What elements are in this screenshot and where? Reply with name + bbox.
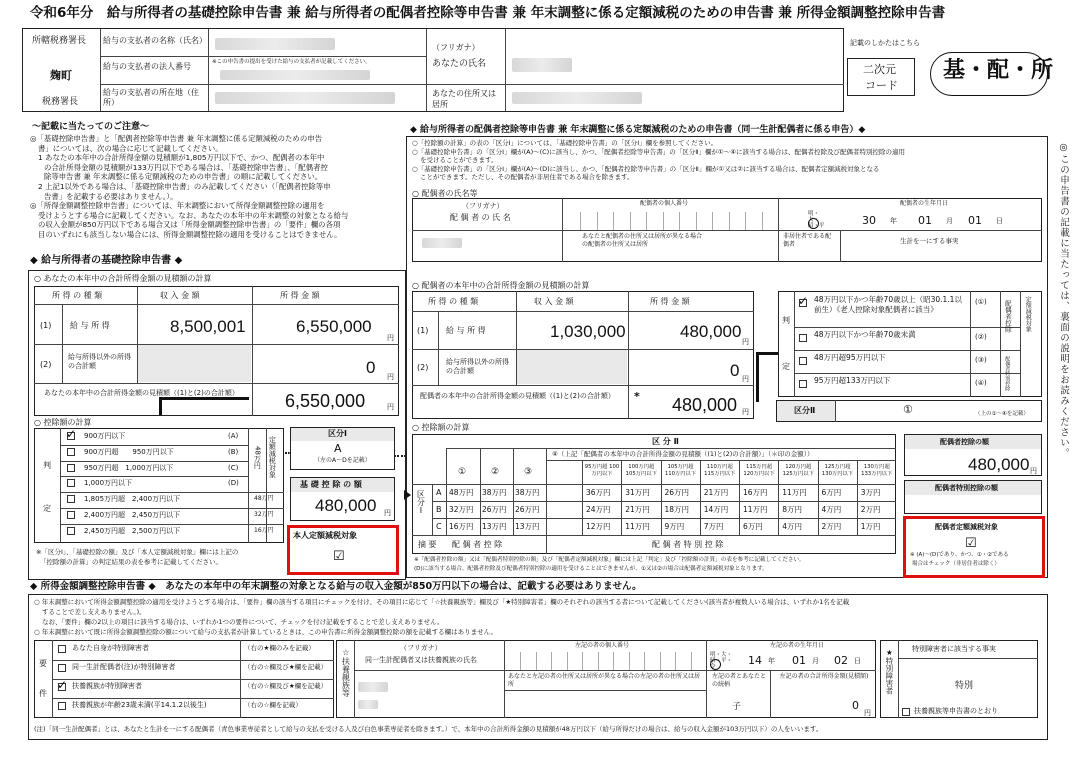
calc-cell: 31万円 [625,488,650,497]
basic-range-checkbox[interactable] [67,479,75,487]
tax-office-name: 麹町 [50,69,72,82]
req-text: あなた自身が特別障害者 [72,644,149,652]
basic-deduction-title: ○ 控除額の計算 [34,418,92,427]
req-note: （右の☆欄を記載） [244,701,302,709]
calc-cell: 14万円 [703,505,729,514]
your-address-field[interactable] [512,92,642,104]
spouse-judge-checkbox[interactable] [799,334,807,342]
spouse-foot-1: ※「配偶者控除の額」又は「配偶者特別控除の額」及び「配偶者定額減税対象」欄には上記「判定」及び「控除額の計算」の表を参考に記載してください。 [414,557,805,563]
spouse-judge-code: (④) [975,379,987,387]
calc-cell: 3万円 [860,488,881,497]
dependent-name-label: 同一生計配偶者又は扶養親族の氏名 [365,656,477,664]
notes-heading: 〜記載に当たってのご注意〜 [32,122,150,132]
basic-range-amount: 48万円 [254,495,274,503]
your-name-label: あなたの氏名 [432,59,487,69]
calc-subheader: ④（上記「配偶者の本年中の合計所得金額の見積額（(1)と(2)の合計額）」（＊印の金額）） [552,450,814,458]
spouse-row2-amount[interactable]: 0 [730,361,740,380]
calc-cell: 2万円 [821,522,842,531]
number-grid-cell [567,652,568,670]
number-grid-cell [663,212,664,230]
basic-range-code: (D) [228,479,239,488]
spouse-judge-text: 48万円超95万円以下 [814,353,886,362]
basic-range-amount: 16万円 [254,526,274,534]
spouse-heading: ◆ 給与所得者の配偶者控除等申告書 兼 年末調整に係る定額減税のための申告書（同一生計配偶者に係る申告）◆ [410,125,866,135]
req-text: 扶養親族が特別障害者 [72,682,142,690]
basic-footnote-1: ※「区分Ⅰ」、「基礎控除の額」及び「本人定額減税対象」欄には上記の [36,548,239,556]
req-note: （右の☆欄及び★欄を記載） [244,663,328,671]
basic-range-checkbox[interactable] [67,495,75,503]
number-grid-cell [675,652,676,670]
side-note: ◎この申告書の記載に当たっては、裏面の説明をお読みください。 [1057,142,1069,459]
spouse-birth-year[interactable]: 30 [862,214,876,227]
basic-row2-label: 給与所得以外の所得の合計額 [68,353,131,371]
number-grid-cell [729,212,730,230]
qr-label-1: 二次元 [863,63,896,76]
number-grid-cell [691,652,692,670]
self-target-checkbox[interactable]: ☑ [333,549,345,564]
spouse-name-field[interactable] [422,238,462,248]
calc-cell: 7万円 [703,522,724,531]
spouse-judge-code: (①) [975,298,987,306]
calc-cell: 21万円 [703,488,729,497]
spouse-judge-checked-mark: ✓ [798,294,809,308]
adjust-heading: ◆ 所得金額調整控除申告書 ◆ あなたの本年中の年末調整の対象となる給与の収入金額が850万円以下の場合は、記載する必要はありません。 [30,581,642,592]
basic-range-text: 950万円超 1,000万円以下 [84,463,174,472]
basic-col-income: 収 入 金 額 [160,291,200,300]
calc-cell: 1万円 [860,522,881,531]
spouse-judge-code: (③) [975,356,987,364]
number-grid-cell [598,652,599,670]
basic-total-amount[interactable]: 6,550,000 [285,391,366,411]
basic-range-checkbox[interactable] [67,448,75,456]
number-grid-cell [696,212,697,230]
kubun1-value[interactable]: A [334,442,342,455]
spouse-target-title: 配偶者定額減税対象 [935,523,998,531]
number-grid-cell [679,212,680,230]
basic-row1-label: 給 与 所 得 [70,321,110,330]
number-grid-cell [580,212,581,230]
spouse-judge-text: 48万円以下かつ年齢70歳以上（昭30.1.1以前生）《老人控除対象配偶者に該当》 [814,295,962,315]
number-grid-cell [536,652,537,670]
calc-cell: 9万円 [664,522,685,531]
calc-range-head: 110万円超 115万円以下 [704,464,736,477]
calc-summary-spouse: 配 偶 者 控 除 [452,540,503,549]
calc-cell: 26万円 [515,505,540,514]
basic-range-code: (B) [228,447,239,456]
calc-header: 区 分 Ⅱ [652,437,679,446]
spouse-name-label: 配 偶 者 の 氏 名 [450,213,511,222]
notes-body: ◎「基礎控除申告書」と「配偶者控除等申告書 兼 年末調整に係る定額減税のための申告 書」については、次の場合に応じて記載してください。 1 あなたの本年中の合計所得金額の見積額が1,805万円以下で、かつ、配偶者の本年中 の合計所得金額の見積額が133万円以下である場合は、「基礎控除申告書」、「配偶者控 除等申告書 兼 年末調整に係る定額減税のための申告書」の順に記載してください。 2 上記1以外である場合は、「基礎控除申告書」のみ記載してください（「配偶者控除等申 告書」を記載する必要はありません。）。 ◎「所得金額調整控除申告書」については、年末調整において所得金額調整控除の適用を 受けようとする場合に記載してください。なお、あなたの本年中の年末調整の対象となる給与 の収入金額が850万円以下である場合又は「所得金額調整控除申告書」の「要件」欄の各項 目のいずれにも該当しない場合には、所得金額調整控除の適用を受けることはできません。 [30,134,349,239]
spouse-total-amount[interactable]: 480,000 [672,395,738,415]
basic-range-text: 900万円超 950万円以下 [84,447,174,456]
basic-row1-no: (1) [40,321,52,330]
spouse-name-title: ○ 配偶者の氏名等 [412,189,478,198]
form-title: 令和6年分 給与所得者の基礎控除申告書 兼 給与所得者の配偶者控除等申告書 兼 年末調整に係る定額減税のための申告書 兼 所得金額調整控除申告書 [30,5,946,21]
calc-cell: 18万円 [664,505,690,514]
calc-range-head: 120万円超 125万円以下 [782,464,814,477]
req-note: （右の★欄のみを記載） [244,644,315,652]
calc-cell: 11万円 [743,505,768,514]
calc-row-key: B [436,505,442,514]
payer-address-field[interactable] [215,92,395,104]
calc-summary-label: 摘 要 [418,540,437,549]
number-grid-cell [582,652,583,670]
number-grid-cell [629,652,630,670]
spouse-era: 明・大・昭・平 [808,211,825,230]
basic-row2-amount[interactable]: 0 [366,358,376,377]
payer-name-label: 給与の支払者の名称（氏名） [103,36,207,45]
basic-range-code: (A) [228,432,239,440]
number-grid-cell [745,212,746,230]
basic-col-type: 所 得 の 種 類 [52,291,103,300]
spouse-number-label: 配偶者の個人番号 [640,200,689,207]
req-text: 同一生計配偶者(注)が特別障害者 [72,663,176,671]
special-disabled-label: ★特別障害者 [884,648,894,695]
calc-range-head: 125万円超 130万円以下 [821,464,854,477]
calc-col-head: ① [458,467,467,477]
kubun1-note: （左のA〜Dを記載） [314,457,371,464]
number-grid-cell [613,652,614,670]
basic-row2-no: (2) [40,360,52,369]
number-grid-cell [660,652,661,670]
calc-range-head: 130万円超 133万円以下 [861,464,893,477]
spouse-target-checkbox[interactable]: ☑ [965,536,977,551]
number-grid-cell [597,212,598,230]
spouse-deduction-title: ○ 控除額の計算 [412,423,470,432]
calc-cell: 12万円 [586,522,611,531]
basic-range-checkbox[interactable] [67,511,75,519]
number-grid-cell [630,212,631,230]
spouse-row1-income[interactable]: 1,030,000 [550,322,626,341]
calc-cell: 24万円 [586,505,611,514]
spouse-judge-checkbox[interactable] [799,357,807,365]
basic-range-checkbox[interactable] [67,527,75,535]
basic-row1-income[interactable]: 8,500,001 [170,317,246,336]
calc-cell: 6万円 [743,522,763,531]
number-grid-cell [646,212,647,230]
calc-cell: 11万円 [782,488,807,497]
special-check-box[interactable] [902,708,910,716]
basic-heading: ◆ 給与所得者の基礎控除申告書 ◆ [30,255,183,266]
your-name-field[interactable] [512,58,572,72]
calc-cell: 8万円 [782,505,803,514]
calc-cell: 48万円 [449,488,474,497]
spouse-judge-code: (②) [975,333,987,341]
number-grid-cell [644,652,645,670]
basic-range-text: 1,000万円以下 [84,479,133,488]
special-disabled-value[interactable]: 特別 [955,681,974,691]
spouse-foot-2: (D)に該当する場合、配偶者控除及び配偶者特別控除の適用を受けることはできませんが、①又は②の場合は配偶者定額減税対象となります。 [414,566,768,572]
special-deduction-title: 配偶者特別控除の額 [935,484,998,492]
tax-office-label: 所轄税務署長 [32,36,87,46]
spouse-estimate-title: ○ 配偶者の本年中の合計所得金額の見積額の計算 [412,281,590,290]
dependent-birth-year[interactable]: 14 [748,654,762,667]
calc-cell: 11万円 [625,522,650,531]
calc-cell: 36万円 [586,488,611,497]
spouse-deduction-amount[interactable]: 480,000 [968,455,1030,474]
payer-number-label: 給与の支払者の法人番号 [103,62,191,71]
basic-range-checked-mark: ✓ [66,427,77,441]
furigana-label: （フリガナ） [432,43,480,52]
calc-cell: 32万円 [449,505,474,514]
qr-note: 記載のしかたはこちら [850,39,920,47]
spouse-col-type: 所 得 の 種 類 [428,297,479,306]
spouse-livelihood-label: 生計を一にする事実 [900,237,959,245]
number-grid-cell [551,652,552,670]
basic-range-text: 2,400万円超 2,450万円以下 [84,511,181,519]
calc-cell: 26万円 [482,505,507,514]
calc-cell: 38万円 [482,488,507,497]
basic-col-amount: 所 得 金 額 [280,291,320,300]
req-checkbox[interactable] [58,702,66,710]
calc-row-key: C [436,522,442,531]
number-grid-cell [613,212,614,230]
calc-range-head: 95万円超 100万円以下 [584,464,620,477]
calc-cell: 4万円 [782,522,803,531]
calc-range-head: 105万円超 110万円以下 [664,464,697,477]
spouse-col-amount: 所 得 金 額 [650,297,690,306]
spouse-judge-text: 95万円超133万円以下 [814,376,891,385]
req-checked-mark: ✓ [57,678,68,692]
spouse-judge-checkbox[interactable] [799,380,807,388]
calc-cell: 6万円 [821,488,842,497]
calc-range-head: 115万円超 120万円以下 [743,464,775,477]
calc-row-key: A [436,488,442,497]
spouse-address-label: あなたと配偶者の住所又は居所が異なる場合の配偶者の住所又は居所 [582,233,703,248]
payer-address-label: 給与の支払者の所在地（住所） [103,88,199,108]
basic-fixed-label: 定額減税対象 [268,436,277,478]
self-target-title: 本人定額減税対象 [293,531,357,540]
basic-estimate-title: ○ あなたの本年中の合計所得金額の見積額の計算 [34,274,212,283]
number-grid-cell [762,212,763,230]
calc-col-head: ③ [524,467,533,477]
calc-cell: 21万円 [625,505,650,514]
basic-range-text: 1,805万円超 2,400万円以下 [84,495,181,504]
calc-cell: 16万円 [449,522,474,531]
qr-label-2: コード [865,79,898,92]
calc-summary-special: 配 偶 者 特 別 控 除 [652,540,724,549]
basic-total-label: あなたの本年中の合計所得金額の見積額（(1)と(2)の合計額） [44,389,239,397]
calc-cell: 26万円 [664,488,690,497]
basic-row1-amount[interactable]: 6,550,000 [296,317,372,336]
adjust-footnote: (注)「同一生計配偶者」とは、あなたと生計を一にする配偶者（青色事業専従者として給与の支払を受ける人及び白色事業専従者を除きます。）で、本年中の合計所得金額の見積額が48万円以下（給与所得だけの場合は、給与の収入金額が103万円以下）の人をいいます。 [34,725,823,733]
spouse-col-income: 収 入 金 額 [534,297,574,306]
basic-range-code: (C) [228,463,239,472]
number-grid-cell [520,652,521,670]
payer-number-note: ※この申告書の提出を受けた給与の支払者が記載してください。 [212,59,371,65]
dependent-birth-month[interactable]: 01 [792,654,806,667]
calc-cell: 4万円 [821,505,842,514]
kubun2-title: 区分Ⅱ [794,406,816,415]
req-checkbox[interactable] [58,645,66,653]
tax-office-suffix: 税務署長 [42,97,79,107]
calc-col-head: ② [491,467,500,477]
calc-range-head: 100万円超 105万円以下 [625,464,657,477]
spouse-birth-label: 配偶者の生年月日 [900,200,949,207]
basic-side-48: 48万円 [253,446,262,469]
spouse-row1-amount[interactable]: 480,000 [680,322,742,341]
req-checkbox[interactable] [58,664,66,672]
your-address-label: あなたの住所又は居所 [432,89,496,110]
spouse-notes: ○「控除額の計算」の表の「区分Ⅰ」については、「基礎控除申告書」の「区分Ⅰ」欄を参照してください。 ○「基礎控除申告書」の「区分Ⅰ」欄が(A)〜(C)に該当し、かつ、「配偶者控除等申告書」の「区分Ⅱ」欄が①〜④に該当する場合は、配偶者控除及び配偶者特別控除の適用 を受けることができます。 ○「基礎控除申告書」の「区分Ⅰ」欄が(A)〜(D)に該当し、かつ、「配偶者控除等申告書」の「区分Ⅱ」欄が①又は②に該当する場合は、配偶者定額減税対象となる ことができます。ただし、その配偶者が非居住者である場合を除きます。 [412,139,906,181]
spouse-deduction-title-label: 配偶者控除の額 [940,438,989,446]
calc-cell: 2万円 [860,505,881,514]
basic-range-checkbox[interactable] [67,464,75,472]
spouse-birth-day[interactable]: 01 [968,214,982,227]
dependent-label: ☆扶養親族等 [341,648,351,697]
spouse-birth-month[interactable]: 01 [918,214,932,227]
spouse-total-label: 配偶者の本年中の合計所得金額の見積額（(1)と(2)の合計額） [420,392,615,400]
basic-footnote-2: 「控除額の計算」の判定結果の表を参考に記載してください。 [40,558,222,566]
req-note: （右の☆欄及び★欄を記載） [244,682,328,690]
kubun1-title: 区分Ⅰ [328,429,347,438]
relation-value[interactable]: 子 [732,702,742,712]
dependent-income-value[interactable]: 0 [852,699,859,712]
calc-cell: 38万円 [515,488,540,497]
payer-number-field[interactable] [220,70,370,80]
basic-judge-label: 判 [43,461,51,470]
calc-kubun1-label: 区分Ⅰ [416,490,426,515]
calc-cell: 13万円 [515,522,540,531]
req-text: 扶養親族が年齢23歳未満(平14.1.2以後生) [72,701,207,709]
kubun2-value[interactable]: ① [903,403,913,416]
basic-amount-title: 基 礎 控 除 の 額 [300,480,362,489]
dependent-name-field[interactable] [358,682,388,692]
calc-cell: 13万円 [482,522,507,531]
basic-range-text: 900万円以下 [84,432,126,440]
dependent-number-label: 左記の者の個人番号 [575,642,630,649]
payer-name-field[interactable] [215,38,335,50]
basic-range-amount: 32万円 [254,511,274,518]
dependent-birth-day[interactable]: 02 [834,654,848,667]
basic-range-text: 2,450万円超 2,500万円以下 [84,526,181,535]
number-grid-cell [712,212,713,230]
calc-cell: 16万円 [743,488,768,497]
basic-amount-value[interactable]: 480,000 [315,496,377,515]
form-type-badge-text: 基・配・所 [943,58,1054,83]
spouse-nonresident-label: 非居住者である配偶者 [783,233,832,248]
spouse-judge-text: 48万円以下かつ年齢70歳未満 [814,330,916,339]
